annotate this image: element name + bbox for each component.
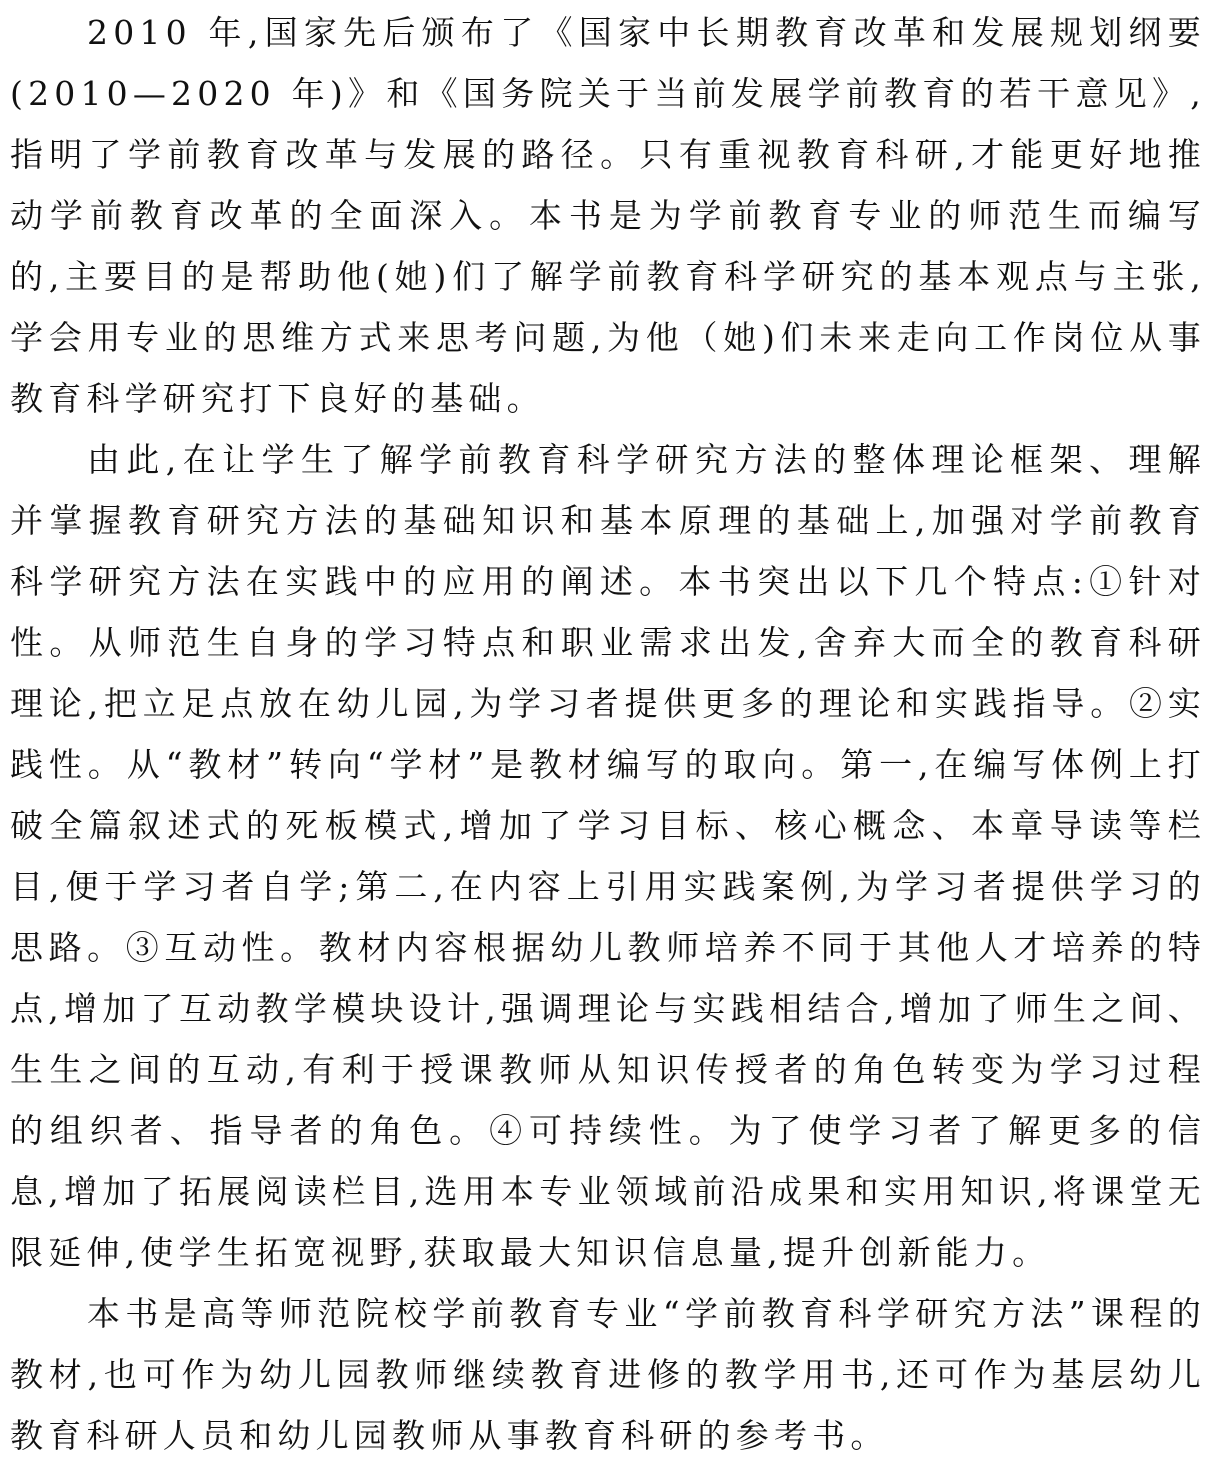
document-text-body (10, 2, 1206, 1466)
paragraph-3: 本书是高等师范院校学前教育专业“学前教育科学研究方法”课程的教材,也可作为幼儿园教师继续教育进修的教学用书,还可作为基层幼儿教育科研人员和幼儿园教师从事教育科研的参考书。 (10, 1294, 1206, 1455)
paragraph-1: 2010 年,国家先后颁布了《国家中长期教育改革和发展规划纲要(2010—2020 年)》和《国务院关于当前发展学前教育的若干意见》,指明了学前教育改革与发展的路径。只有重视教育科研,才能更好地推动学前教育改革的全面深入。本书是为学前教育专业的师范生而编写的,主要目的是帮助他(她)们了解学前教育科学研究的基本观点与主张,学会用专业的思维方式来思考问题,为他（她)们未来走向工作岗位从事教育科学研究打下良好的基础。 (10, 13, 1206, 418)
paragraph-2: 由此,在让学生了解学前教育科学研究方法的整体理论框架、理解并掌握教育研究方法的基础知识和基本原理的基础上,加强对学前教育科学研究方法在实践中的应用的阐述。本书突出以下几个特点:①针对性。从师范生自身的学习特点和职业需求出发,舍弃大而全的教育科研理论,把立足点放在幼儿园,为学习者提供更多的理论和实践指导。②实践性。从“教材”转向“学材”是教材编写的取向。第一,在编写体例上打破全篇叙述式的死板模式,增加了学习目标、核心概念、本章导读等栏目,便于学习者自学;第二,在内容上引用实践案例,为学习者提供学习的思路。③互动性。教材内容根据幼儿教师培养不同于其他人才培养的特点,增加了互动教学模块设计,强调理论与实践相结合,增加了师生之间、生生之间的互动,有利于授课教师从知识传授者的角色转变为学习过程的组织者、指导者的角色。④可持续性。为了使学习者了解更多的信息,增加了拓展阅读栏目,选用本专业领域前沿成果和实用知识,将课堂无限延伸,使学生拓宽视野,获取最大知识信息量,提升创新能力。 (10, 440, 1206, 1272)
